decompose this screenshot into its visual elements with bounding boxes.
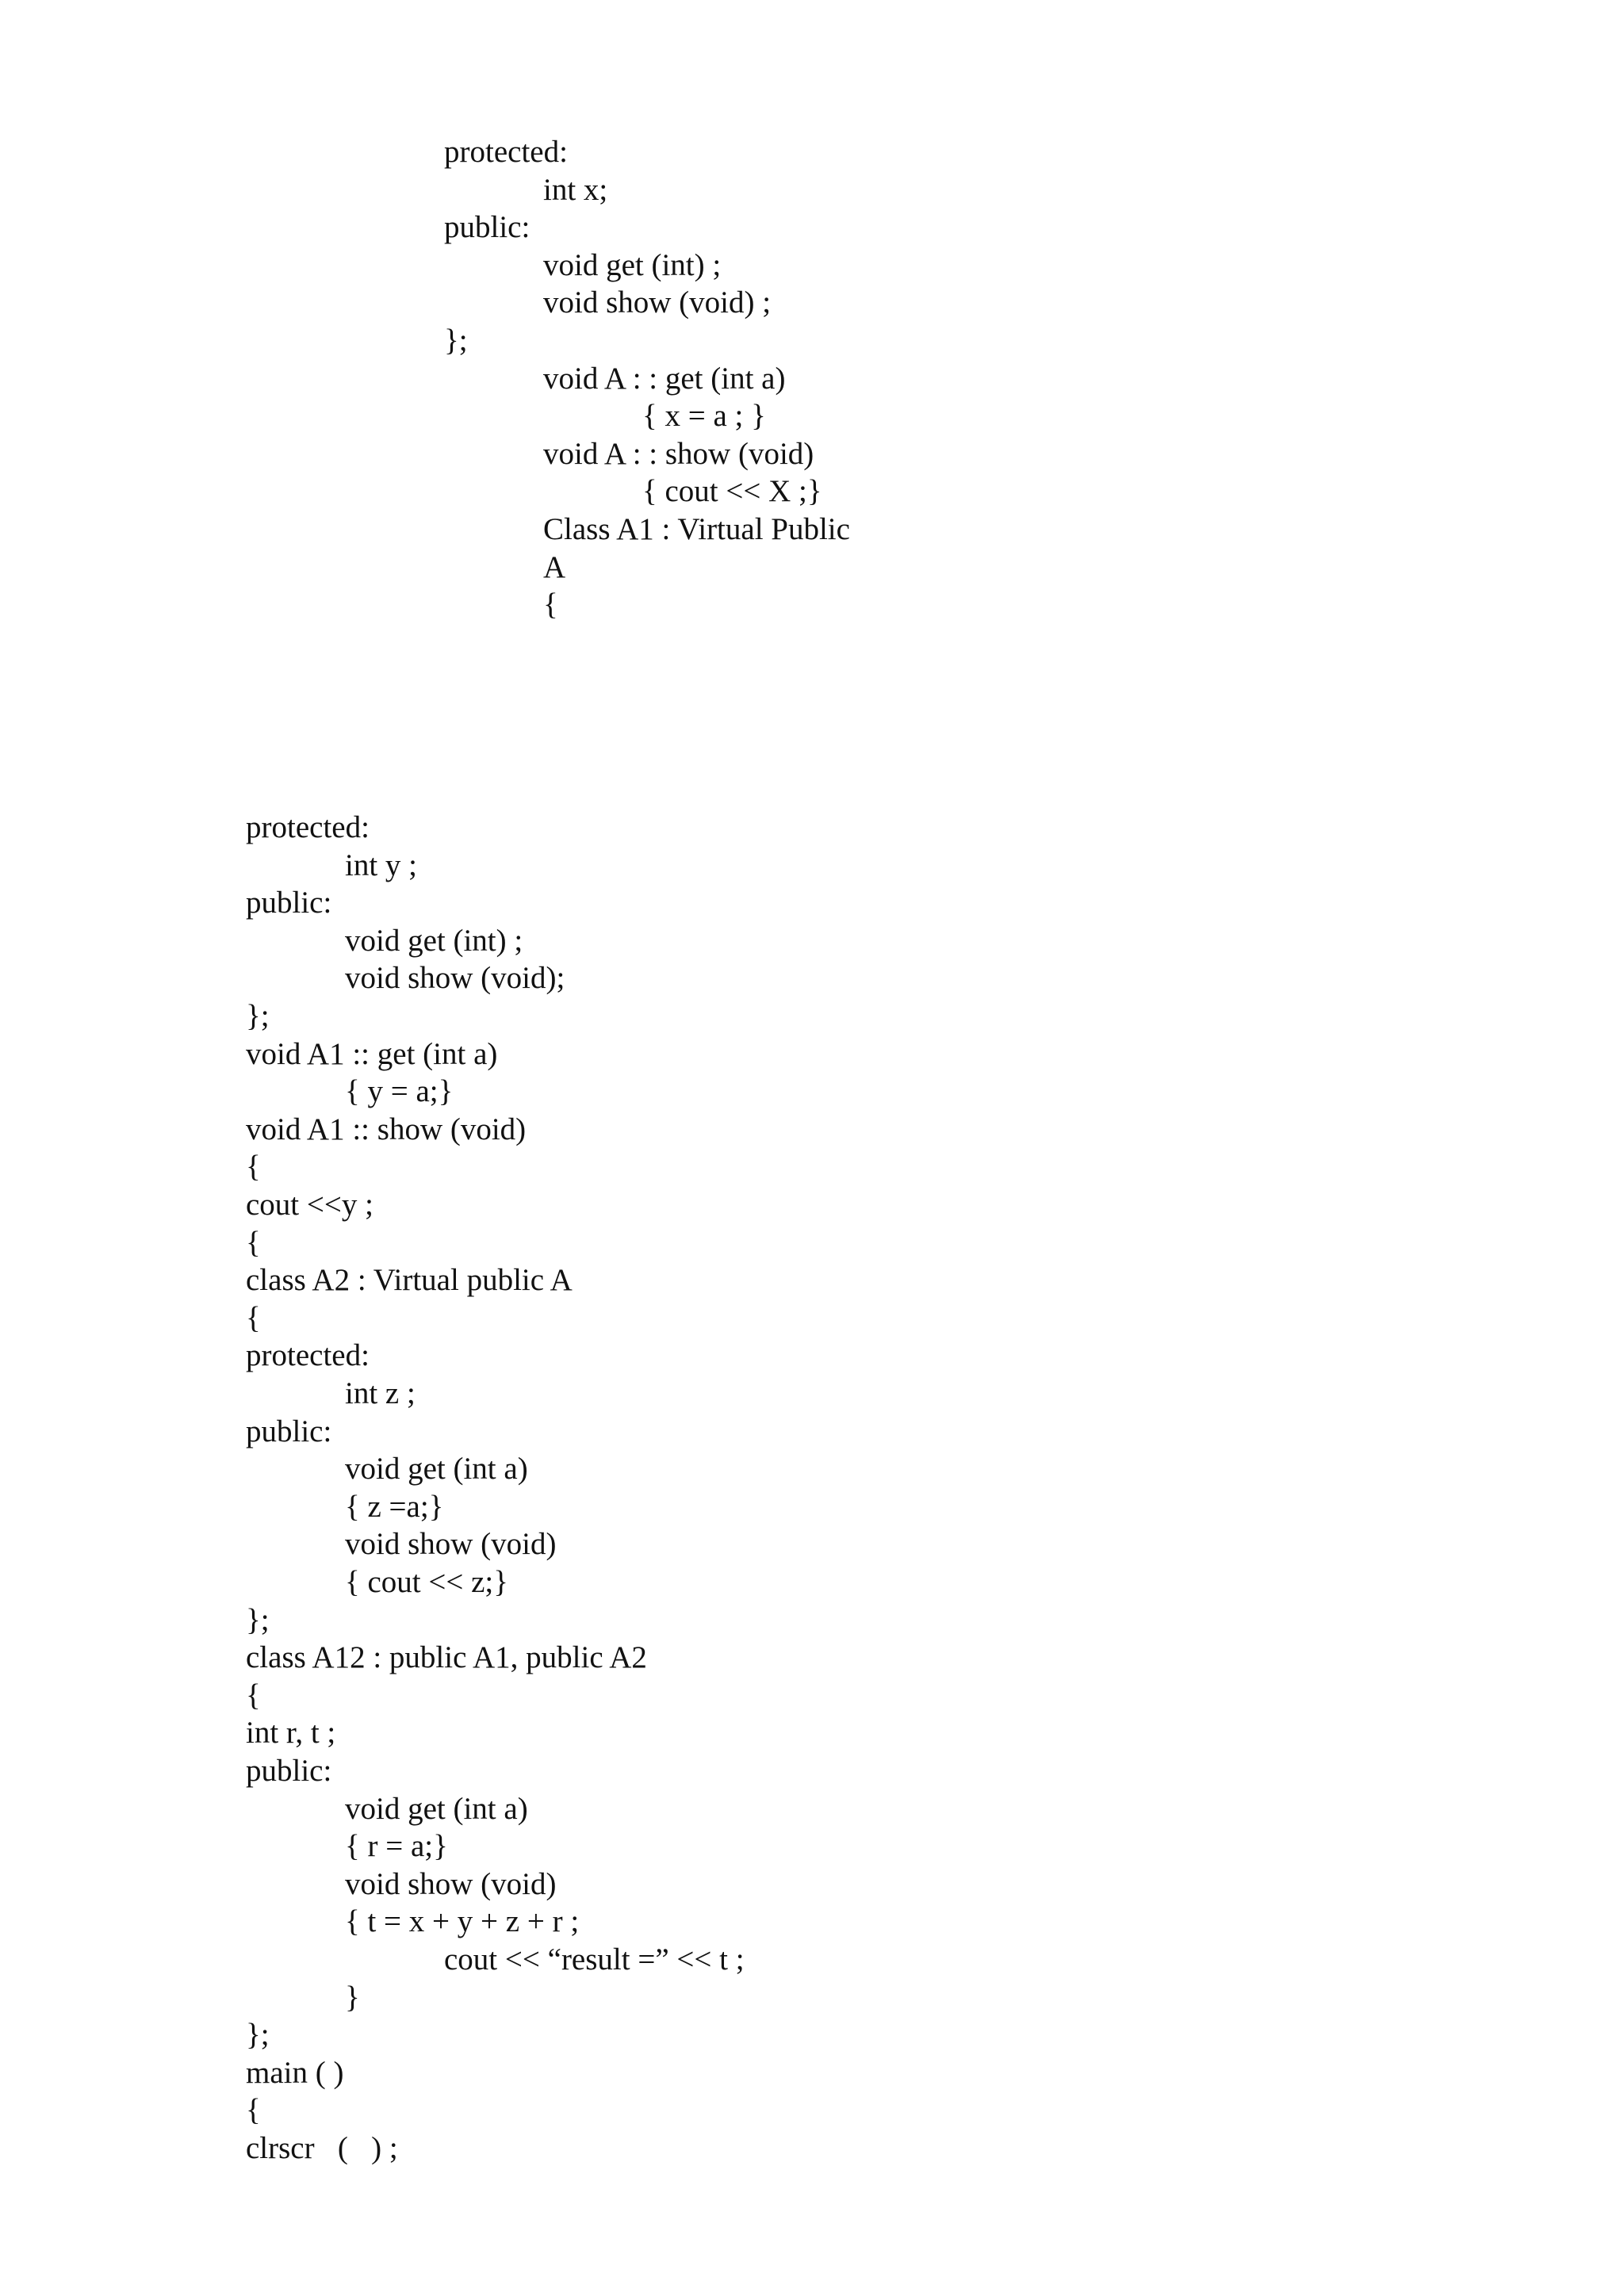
code-line: public: <box>246 886 332 920</box>
code-line: { y = a;} <box>345 1074 454 1109</box>
code-line: protected: <box>246 1338 370 1373</box>
code-line: class A2 : Virtual public A <box>246 1263 573 1298</box>
code-line: class A12 : public A1, public A2 <box>246 1640 647 1675</box>
code-line: } <box>345 1980 360 2015</box>
code-line: void A1 :: get (int a) <box>246 1036 498 1071</box>
code-line: { <box>246 1225 261 1260</box>
code-line: void show (void) <box>345 1866 557 1901</box>
code-line: { cout << X ;} <box>642 474 822 509</box>
code-line: { x = a ; } <box>642 399 766 434</box>
code-line: }; <box>246 999 270 1033</box>
code-line: A <box>543 549 566 584</box>
code-line: main ( ) <box>246 2055 344 2090</box>
code-line: { t = x + y + z + r ; <box>345 1904 580 1939</box>
code-line: protected: <box>246 810 370 844</box>
code-line: { <box>246 1678 261 1712</box>
code-line: int z ; <box>345 1376 416 1410</box>
code-line: { <box>543 587 558 622</box>
code-line: void get (int) ; <box>543 247 722 282</box>
code-line: }; <box>444 323 468 358</box>
code-line: void show (void) <box>345 1527 557 1562</box>
code-line: { <box>246 2093 261 2128</box>
code-line: int r, t ; <box>246 1716 336 1751</box>
code-line: { <box>246 1300 261 1335</box>
code-line: protected: <box>444 135 568 169</box>
code-line: Class A1 : Virtual Public <box>543 512 850 546</box>
code-line: cout << “result =” << t ; <box>444 1942 745 1976</box>
code-line: { cout << z;} <box>345 1565 508 1599</box>
code-line: public: <box>444 210 530 245</box>
code-line: int x; <box>543 172 608 207</box>
code-line: void A1 :: show (void) <box>246 1112 527 1146</box>
code-line: { z =a;} <box>345 1489 444 1524</box>
code-line: int y ; <box>345 848 418 882</box>
code-line: void show (void); <box>345 961 565 996</box>
code-line: void A : : show (void) <box>543 436 814 471</box>
code-line: void get (int) ; <box>345 923 523 958</box>
code-line: }; <box>246 1602 270 1637</box>
code-line: public: <box>246 1754 332 1788</box>
code-line: void get (int a) <box>345 1791 528 1826</box>
code-line: cout <<y ; <box>246 1188 373 1222</box>
code-line: void A : : get (int a) <box>543 361 786 396</box>
code-line: clrscr ( ) ; <box>246 2131 398 2165</box>
code-line: void get (int a) <box>345 1452 528 1487</box>
code-line: }; <box>246 2018 270 2053</box>
code-line: void show (void) ; <box>543 285 772 320</box>
code-line: { r = a;} <box>345 1829 448 1864</box>
code-line: { <box>246 1150 261 1184</box>
code-line: public: <box>246 1414 332 1448</box>
